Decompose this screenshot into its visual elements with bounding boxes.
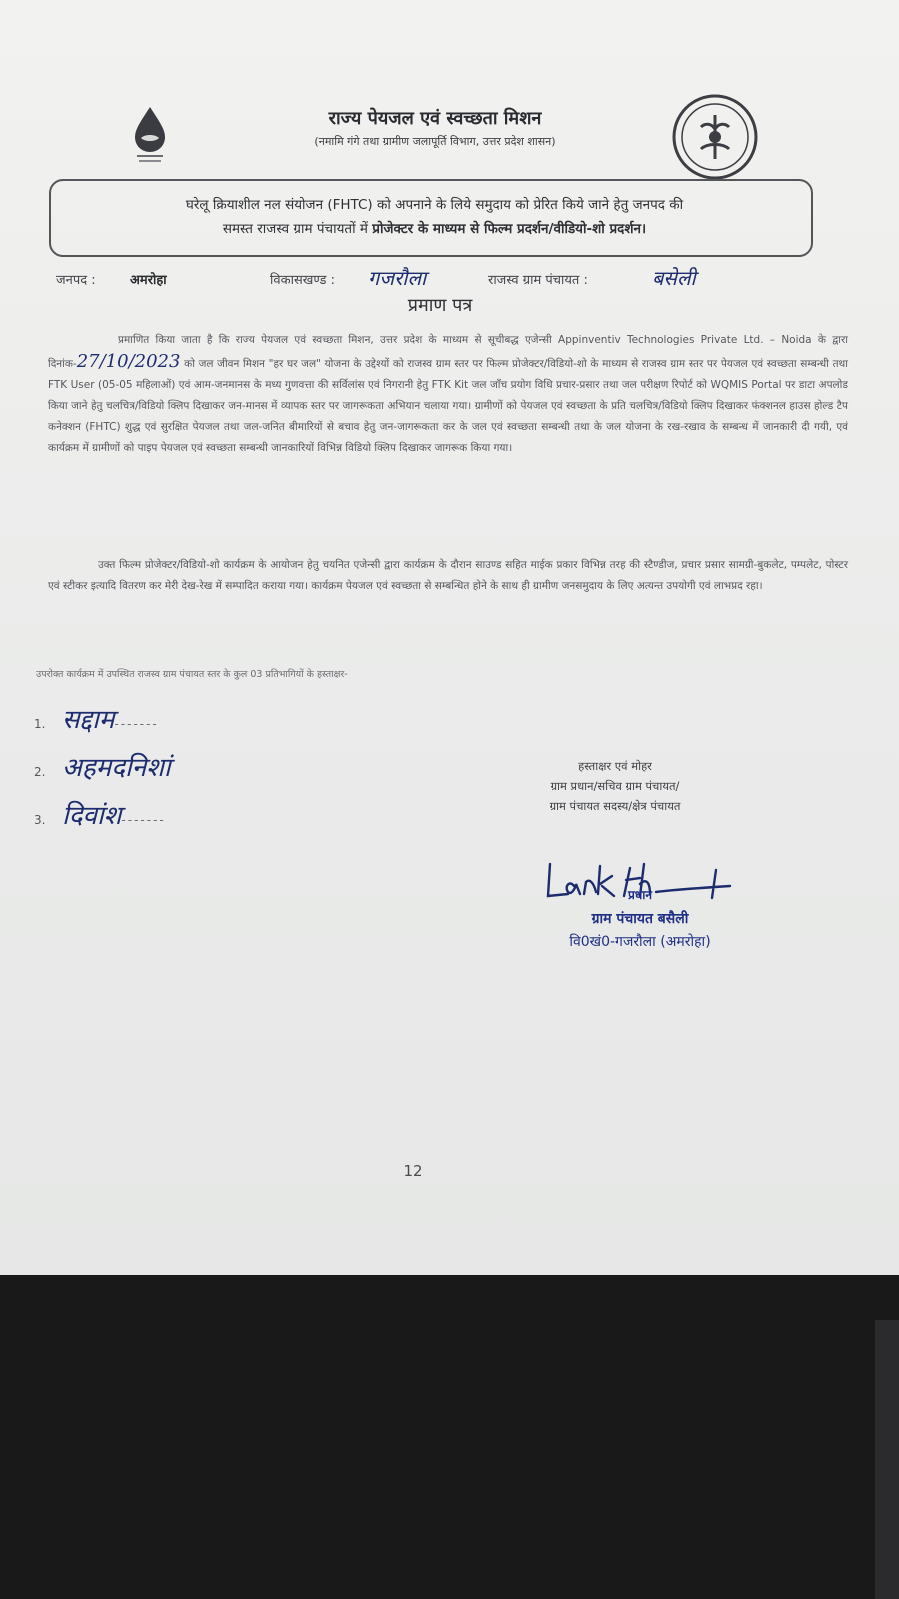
participant-signature: दिवांश [62,801,122,831]
subject-line-2 [62,217,807,241]
pradhan-designation: प्रधान [628,888,652,902]
paragraph-2-text: उक्त फिल्म प्रोजेक्टर/विडियो-शो कार्यक्रम के आयोजन हेतु चयनित एजेन्सी द्वारा कार्यक्रम के दौरान साउण्ड सहित माईक प्रकार विभिन्न तरह की स्टैण्डीज, प्रचार प्रसार सामग्री-बुकलेट, पम्पलेट, पोस्टर एवं स्टीकर इत्यादि वितरण कर मेरी देख-रेख में सम्पादित कराया गया। कार्यक्रम पेयजल एवं स्वच्छता से सम्बन्धित होने के साथ ही ग्रामीण जनसमुदाय के लिए अत्यन्त उपयोगी एवं लाभप्रद रहा। [48,559,848,592]
gram-panchayat-name: ग्राम पंचायत बसैली [591,911,689,927]
janpad-label: जनपद : [56,273,96,288]
signature-line: ------- [114,717,159,731]
gram-panchayat-label: राजस्व ग्राम पंचायत : [488,273,588,288]
janpad-value: अमरोहा [130,273,167,288]
government-seal-icon [671,93,759,181]
certificate-title: प्रमाण पत्र [407,295,473,316]
subject-text [62,193,807,241]
stamp-line-3: ग्राम पंचायत सदस्य/क्षेत्र पंचायत [549,799,681,813]
location-fields [0,266,899,290]
participant-number: 1. [34,717,46,731]
stamp-line-2: ग्राम प्रधान/सचिव ग्राम पंचायत/ [550,779,680,793]
mission-title: राज्य पेयजल एवं स्वच्छता मिशन [328,108,542,129]
block-name: वि0खं0-गजरौला (अमरोहा) [569,934,711,950]
pradhan-stamp [520,886,760,951]
certificate-paragraph-1 [48,330,848,459]
stamp-line-1: हस्ताक्षर एवं मोहर [578,759,652,773]
vikaskhand-value: गजरौला [368,266,427,290]
participant-number: 2. [34,765,46,779]
paragraph-1-part-1: प्रमाणित किया जाता है कि राज्य पेयजल एवं स्वच्छता मिशन, उत्तर प्रदेश के माध्यम से सूचीबद्ध एजेन्सी Appinventiv Technologies Private Ltd. – Noida के द्वारा दिनांक- [48,334,848,370]
subject-line-1: घरेलू क्रियाशील नल संयोजन (FHTC) को अपनाने के लिये समुदाय को प्रेरित किये जाने हेतु जनपद की [185,197,684,213]
page-number: 12 [403,1162,423,1180]
background-edge [875,1320,899,1599]
gram-panchayat-value: बसेली [652,266,696,290]
participant-signature: अहमदनिशां [62,753,171,783]
participant-number: 3. [34,813,46,827]
participant-row [34,700,159,736]
subject-line-2-prefix: समस्त राजस्व ग्राम पंचायतों में [222,221,373,237]
department-subtitle: (नमामि गंगे तथा ग्रामीण जलापूर्ति विभाग, उत्तर प्रदेश शासन) [314,135,556,148]
handwritten-date: 27/10/2023 [76,351,181,372]
vikaskhand-label: विकासखण्ड : [270,273,336,288]
participants-note: उपरोक्त कार्यक्रम में उपस्थित राजस्व ग्राम पंचायत स्तर के कुल 03 प्रतिभागियों के हस्ताक्षर- [36,669,348,680]
participant-row [34,748,171,784]
participant-signature: सद्दाम [62,705,115,735]
paragraph-1-part-2: को जल जीवन मिशन "हर घर जल" योजना के उद्देश्यों को राजस्व ग्राम स्तर पर फिल्म प्रोजेक्टर/विडियो-शो के माध्यम से राजस्व ग्राम स्तर पर पेयजल एवं स्वच्छता सम्बन्धी तथा FTK User (05-05 महिलाओं) एवं आम-जनमानस के मध्य गुणवत्ता की सर्विलांस एवं निगरानी हेतु FTK Kit जल जाँच प्रयोग विधि प्रचार-प्रसार तथा जल परीक्षण रिपोर्ट को WQMIS Portal पर डाटा अपलोड किया जाने हेतु चलचित्र/विडियो क्लिप दिखाकर जन-मानस में व्यापक स्तर पर जागरूकता अभियान चलाया गया। ग्रामीणों को पेयजल एवं स्वच्छता के प्रति चलचित्र/विडियो क्लिप दिखाकर फंक्शनल हाउस होल्ड टैप कनेक्शन (FHTC) शुद्ध एवं सुरक्षित पेयजल तथा जल-जनित बीमारियों से बचाव हेतु जन-जागरूकता कर के जल एवं स्वच्छता सम्बन्धी तथा के जल योजना के रख-रखाव के सम्बन्ध में जानकारी दी गयी, एवं कार्यक्रम में ग्रामीणों को पाइप पेयजल एवं स्वच्छता सम्बन्धी जानकारियों विभिन्न विडियो क्लिप दिखाकर जागरूक किया गया। [48,358,848,454]
background-surface [0,1275,899,1599]
subject-line-2-bold: प्रोजेक्टर के माध्यम से फिल्म प्रदर्शन/वीडियो-शो प्रदर्शन। [372,221,647,237]
signature-line: ------- [121,813,166,827]
participant-row [34,796,166,832]
certificate-paragraph-2 [48,555,848,597]
water-drop-logo-icon [125,105,175,165]
signature-instructions [480,756,750,816]
